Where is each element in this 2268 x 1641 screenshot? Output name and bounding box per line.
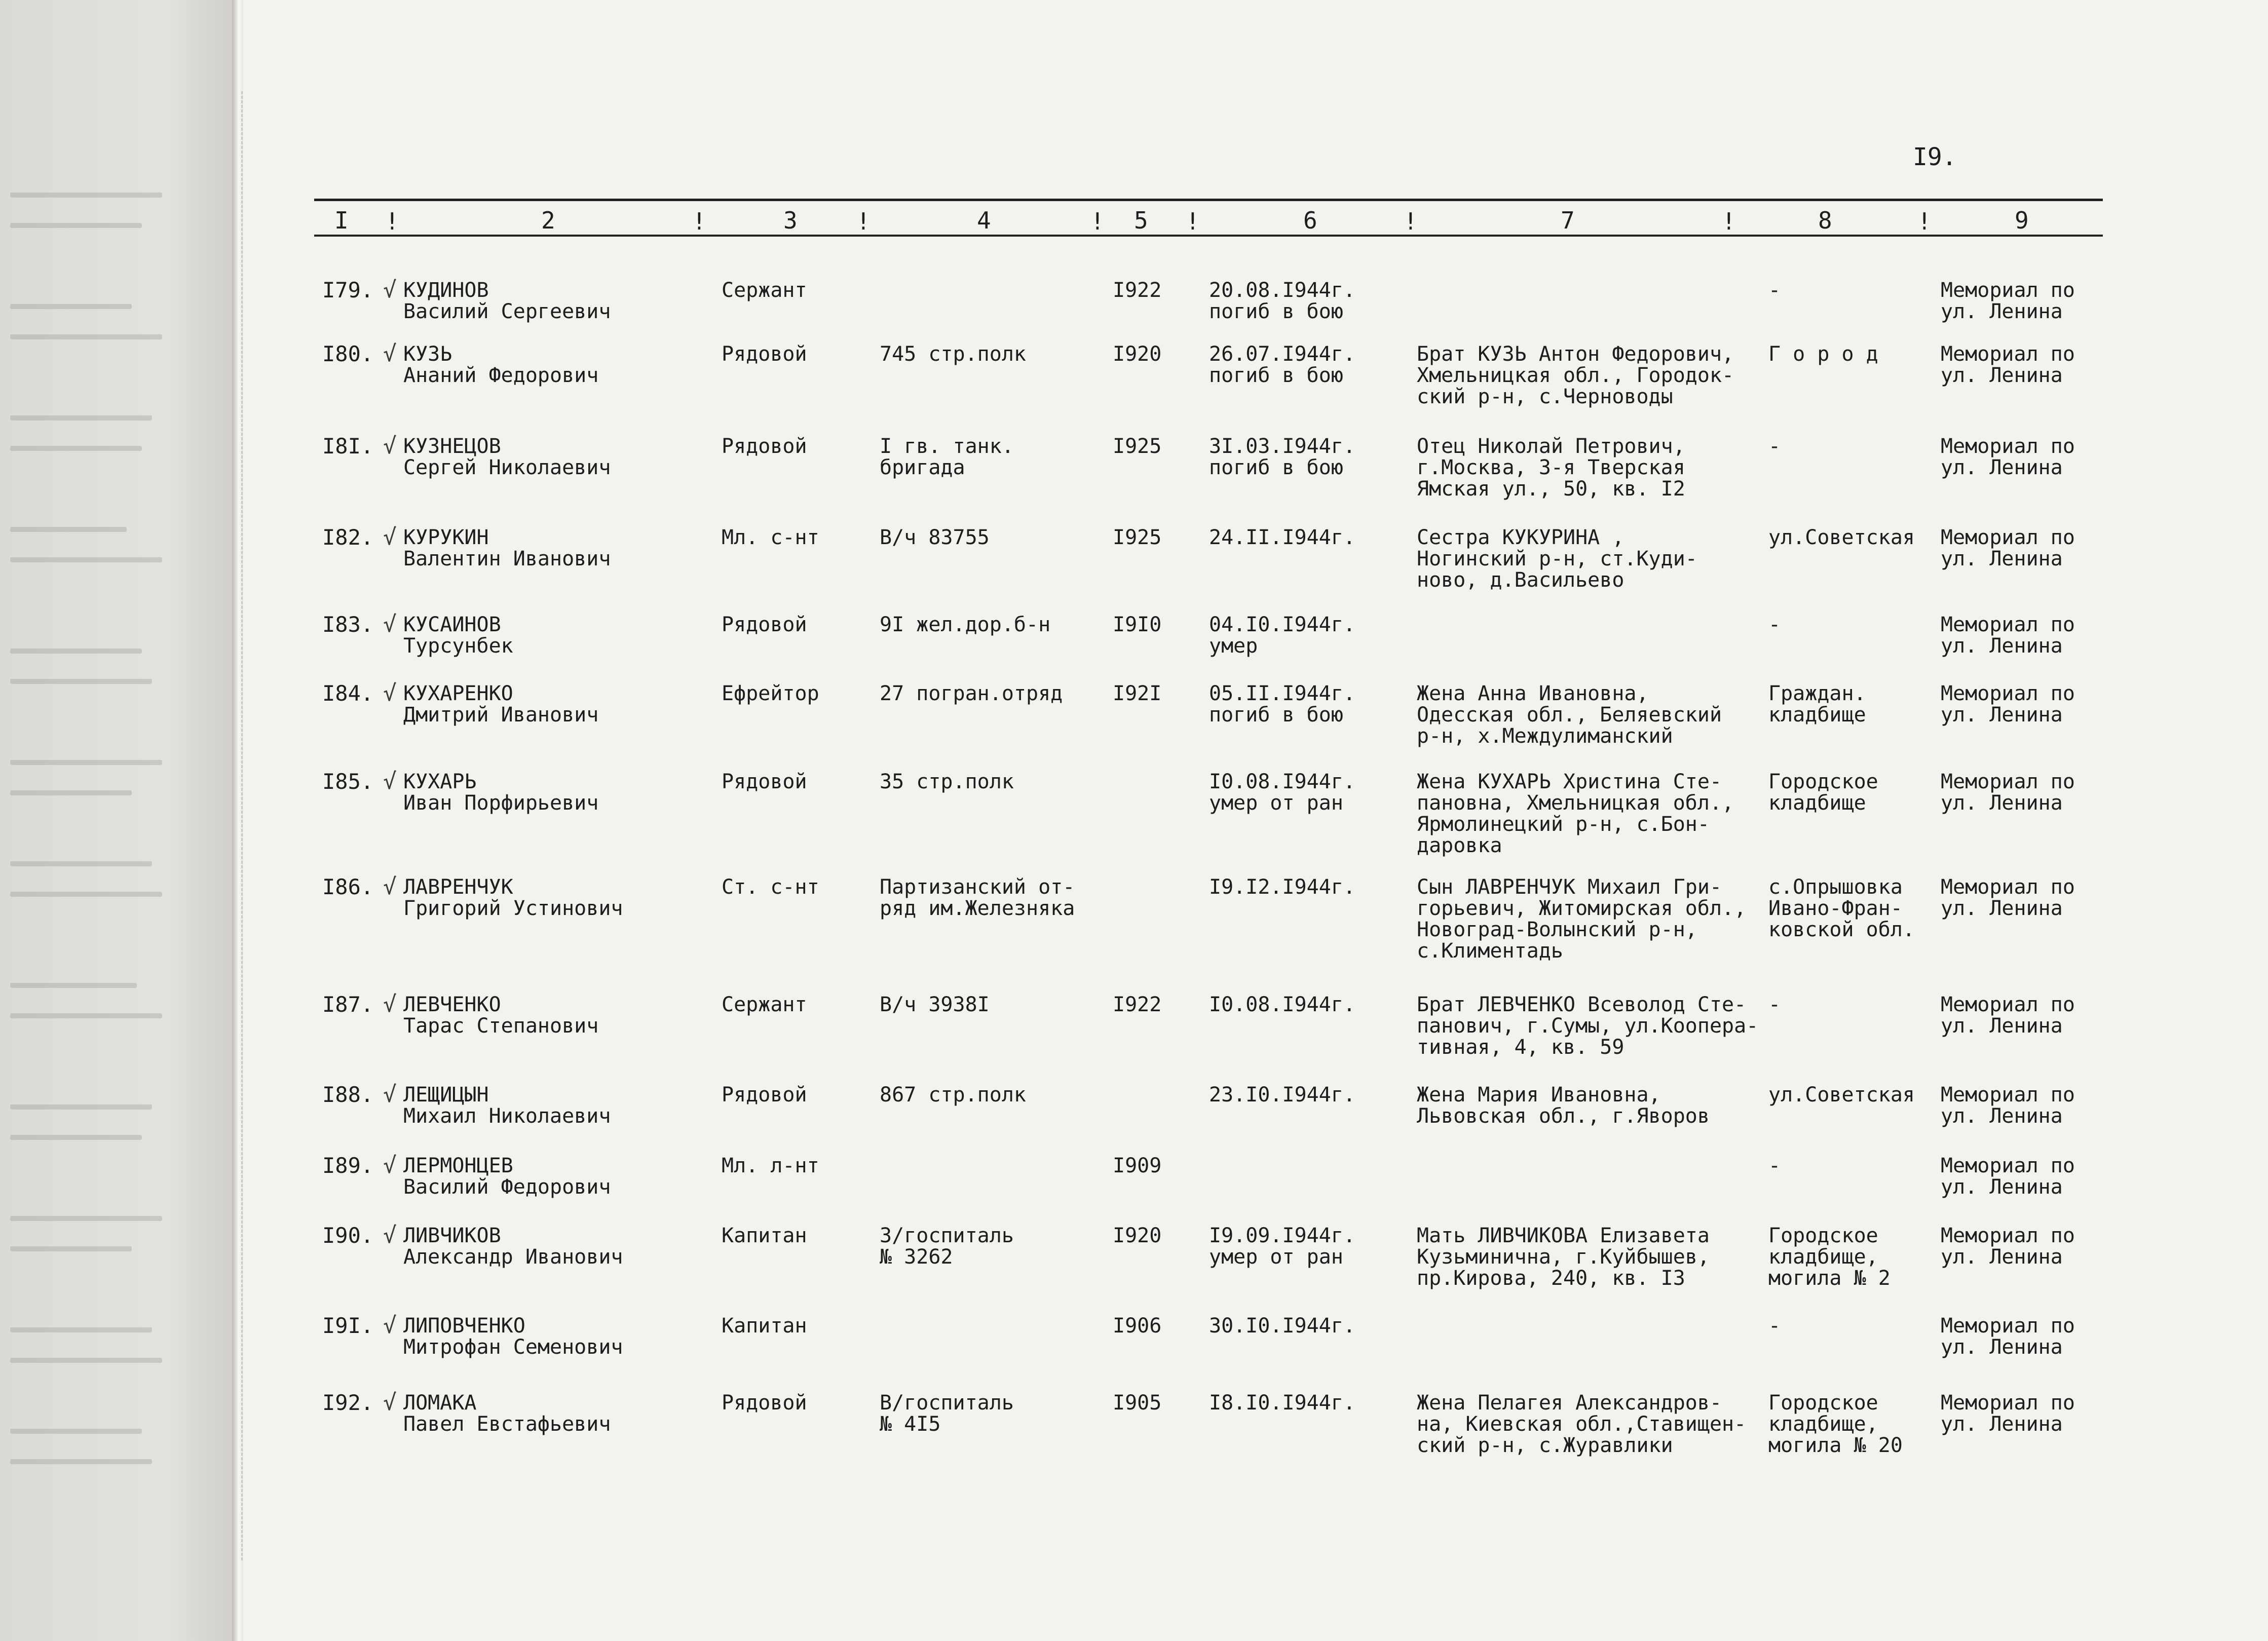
rank: Ефрейтор	[722, 682, 819, 705]
rank: Мл. л-нт	[722, 1154, 819, 1177]
rank: Рядовой	[722, 770, 807, 793]
military-unit: В/госпиталь № 4I5	[880, 1391, 1014, 1436]
row-number: I89.	[322, 1153, 374, 1178]
column-header: 9	[2015, 207, 2029, 234]
death-date: I0.08.I944г.	[1209, 993, 1355, 1016]
relatives: Сестра КУКУРИНА , Ногинский р-н, ст.Куди- ново, д.Васильево	[1417, 526, 1697, 592]
birth-year: I922	[1113, 993, 1162, 1016]
military-unit: 9I жел.дор.б-н	[880, 613, 1051, 636]
relatives: Брат КУЗЬ Антон Федорович, Хмельницкая обл., Городок- ский р-н, с.Черноводы	[1417, 342, 1734, 408]
original-burial: -	[1768, 1154, 1781, 1177]
birth-year: I925	[1113, 435, 1162, 458]
rank: Рядовой	[722, 1083, 807, 1106]
original-burial: ул.Советская	[1768, 1083, 1915, 1106]
column-header: 8	[1818, 207, 1832, 234]
memorial-location: Мемориал по ул. Ленина	[1941, 1314, 2075, 1359]
relatives: Жена Мария Ивановна, Львовская обл., г.Яворов	[1417, 1083, 1710, 1128]
rank: Сержант	[722, 279, 807, 302]
column-header: 6	[1303, 207, 1317, 234]
soldier-name: ЛЕРМОНЦЕВ Василий Федорович	[403, 1154, 611, 1199]
military-unit: В/ч 3938I	[880, 993, 990, 1016]
row-number: I88.	[322, 1082, 374, 1107]
soldier-name: КУЗНЕЦОВ Сергей Николаевич	[403, 435, 611, 479]
death-date: 04.I0.I944г. умер	[1209, 613, 1355, 658]
birth-year: I920	[1113, 1224, 1162, 1247]
original-burial: -	[1768, 435, 1781, 458]
memorial-location: Мемориал по ул. Ленина	[1941, 342, 2075, 387]
soldier-name: КУХАРЕНКО Дмитрий Иванович	[403, 682, 599, 727]
memorial-location: Мемориал по ул. Ленина	[1941, 613, 2075, 658]
memorial-location: Мемориал по ул. Ленина	[1941, 770, 2075, 815]
memorial-location: Мемориал по ул. Ленина	[1941, 526, 2075, 570]
row-number: I79.	[322, 278, 374, 302]
column-header: 2	[541, 207, 555, 234]
original-burial: -	[1768, 993, 1781, 1016]
check-mark: √	[383, 769, 397, 794]
death-date: 20.08.I944г. погиб в бою	[1209, 279, 1355, 323]
facing-page	[0, 0, 238, 1641]
memorial-location: Мемориал по ул. Ленина	[1941, 875, 2075, 920]
memorial-location: Мемориал по ул. Ленина	[1941, 1154, 2075, 1199]
rank: Рядовой	[722, 613, 807, 636]
column-header: 3	[783, 207, 798, 234]
check-mark: √	[383, 1223, 397, 1248]
column-separator: !	[385, 208, 399, 235]
check-mark: √	[383, 277, 397, 303]
column-separator: !	[1917, 208, 1932, 235]
check-mark: √	[383, 341, 397, 367]
check-mark: √	[383, 1390, 397, 1416]
column-header: 7	[1561, 207, 1575, 234]
rank: Мл. с-нт	[722, 526, 819, 549]
row-number: I87.	[322, 992, 374, 1017]
original-burial: Городское кладбище	[1768, 770, 1878, 815]
death-date: I9.I2.I944г.	[1209, 875, 1355, 899]
birth-year: I925	[1113, 526, 1162, 549]
row-number: I90.	[322, 1223, 374, 1248]
column-separator: !	[1722, 208, 1736, 235]
row-number: I84.	[322, 681, 374, 706]
check-mark: √	[383, 433, 397, 459]
death-date: 30.I0.I944г.	[1209, 1314, 1355, 1338]
original-burial: -	[1768, 613, 1781, 636]
soldier-name: ЛАВРЕНЧУК Григорий Устинович	[403, 875, 623, 920]
memorial-location: Мемориал по ул. Ленина	[1941, 435, 2075, 479]
original-burial: с.Опрышовка Ивано-Фран- ковской обл.	[1768, 875, 1915, 941]
rank: Капитан	[722, 1314, 807, 1338]
birth-year: I906	[1113, 1314, 1162, 1338]
table-top-rule	[314, 199, 2103, 201]
soldier-name: КУХАРЬ Иван Порфирьевич	[403, 770, 599, 815]
rank: Сержант	[722, 993, 807, 1016]
row-number: I9I.	[322, 1313, 374, 1338]
military-unit: 867 стр.полк	[880, 1083, 1026, 1106]
death-date: 24.II.I944г.	[1209, 526, 1355, 549]
relatives: Отец Николай Петрович, г.Москва, 3-я Тверская Ямская ул., 50, кв. I2	[1417, 435, 1685, 501]
relatives: Жена Анна Ивановна, Одесская обл., Беляевский р-н, х.Междулиманский	[1417, 682, 1722, 748]
memorial-location: Мемориал по ул. Ленина	[1941, 1224, 2075, 1269]
column-header: 5	[1134, 207, 1148, 234]
check-mark: √	[383, 612, 397, 637]
death-date: I8.I0.I944г.	[1209, 1391, 1355, 1415]
military-unit: Партизанский от- ряд им.Железняка	[880, 875, 1075, 920]
check-mark: √	[383, 991, 397, 1017]
rank: Рядовой	[722, 435, 807, 458]
military-unit: 27 погран.отряд	[880, 682, 1063, 705]
relatives: Сын ЛАВРЕНЧУК Михаил Гри- горьевич, Житомирская обл., Новоград-Волынский р-н, с.Климентадь	[1417, 875, 1747, 963]
rank: Рядовой	[722, 342, 807, 366]
memorial-location: Мемориал по ул. Ленина	[1941, 1083, 2075, 1128]
check-mark: √	[383, 874, 397, 900]
check-mark: √	[383, 680, 397, 706]
row-number: I92.	[322, 1390, 374, 1415]
table-header-rule	[314, 235, 2103, 237]
soldier-name: КУСАИНОВ Турсунбек	[403, 613, 513, 658]
military-unit: З/госпиталь № 3262	[880, 1224, 1014, 1269]
birth-year: I905	[1113, 1391, 1162, 1415]
row-number: I8I.	[322, 434, 374, 459]
row-number: I86.	[322, 874, 374, 899]
column-separator: !	[856, 208, 871, 235]
birth-year: I922	[1113, 279, 1162, 302]
death-date: I9.09.I944г. умер от ран	[1209, 1224, 1355, 1269]
relatives: Мать ЛИВЧИКОВА Елизавета Кузьминична, г.Куйбышев, пр.Кирова, 240, кв. I3	[1417, 1224, 1710, 1290]
row-number: I83.	[322, 612, 374, 637]
check-mark: √	[383, 1153, 397, 1178]
soldier-name: КУДИНОВ Василий Сергеевич	[403, 279, 611, 323]
relatives: Жена КУХАРЬ Христина Сте- пановна, Хмельницкая обл., Ярмолинецкий р-н, с.Бон- даровка	[1417, 770, 1734, 857]
birth-year: I92I	[1113, 682, 1162, 705]
soldier-name: ЛЕВЧЕНКО Тарас Степанович	[403, 993, 599, 1038]
check-mark: √	[383, 1313, 397, 1339]
check-mark: √	[383, 1082, 397, 1108]
row-number: I82.	[322, 525, 374, 550]
row-number: I85.	[322, 769, 374, 794]
column-separator: !	[692, 208, 706, 235]
rank: Рядовой	[722, 1391, 807, 1415]
military-unit: 35 стр.полк	[880, 770, 1014, 793]
death-date: I0.08.I944г. умер от ран	[1209, 770, 1355, 815]
row-number: I80.	[322, 341, 374, 366]
column-header: 4	[977, 207, 991, 234]
birth-year: I9I0	[1113, 613, 1162, 636]
military-unit: В/ч 83755	[880, 526, 990, 549]
birth-year: I920	[1113, 342, 1162, 366]
birth-year: I909	[1113, 1154, 1162, 1177]
column-separator: !	[1186, 208, 1200, 235]
death-date: 26.07.I944г. погиб в бою	[1209, 342, 1355, 387]
rank: Ст. с-нт	[722, 875, 819, 899]
military-unit: 745 стр.полк	[880, 342, 1026, 366]
column-separator: !	[1404, 208, 1418, 235]
memorial-location: Мемориал по ул. Ленина	[1941, 279, 2075, 323]
memorial-location: Мемориал по ул. Ленина	[1941, 993, 2075, 1038]
memorial-location: Мемориал по ул. Ленина	[1941, 682, 2075, 727]
relatives: Жена Пелагея Александров- на, Киевская обл.,Ставищен- ский р-н, с.Журавлики	[1417, 1391, 1747, 1457]
original-burial: ул.Советская	[1768, 526, 1915, 549]
death-date: 3I.03.I944г. погиб в бою	[1209, 435, 1355, 479]
original-burial: Городское кладбище, могила № 2	[1768, 1224, 1891, 1290]
original-burial: -	[1768, 1314, 1781, 1338]
soldier-name: КУЗЬ Ананий Федорович	[403, 342, 599, 387]
death-date: 05.II.I944г. погиб в бою	[1209, 682, 1355, 727]
soldier-name: ЛИВЧИКОВ Александр Иванович	[403, 1224, 623, 1269]
military-unit: I гв. танк. бригада	[880, 435, 1014, 479]
relatives: Брат ЛЕВЧЕНКО Всеволод Сте- панович, г.Сумы, ул.Коопера- тивная, 4, кв. 59	[1417, 993, 1759, 1059]
soldier-name: ЛИПОВЧЕНКО Митрофан Семенович	[403, 1314, 623, 1359]
soldier-name: ЛЕЩИЦЫН Михаил Николаевич	[403, 1083, 611, 1128]
check-mark: √	[383, 524, 397, 550]
original-burial: Городское кладбище, могила № 20	[1768, 1391, 1903, 1457]
column-separator: !	[1090, 208, 1105, 235]
facing-page-bleed	[0, 0, 238, 1641]
death-date: 23.I0.I944г.	[1209, 1083, 1355, 1106]
rank: Капитан	[722, 1224, 807, 1247]
original-burial: Граждан. кладбище	[1768, 682, 1866, 727]
original-burial: Г о р о д	[1768, 342, 1878, 366]
memorial-location: Мемориал по ул. Ленина	[1941, 1391, 2075, 1436]
original-burial: -	[1768, 279, 1781, 302]
column-header: I	[334, 207, 349, 234]
page-number: I9.	[1913, 143, 1957, 171]
soldier-name: КУРУКИН Валентин Иванович	[403, 526, 611, 570]
soldier-name: ЛОМАКА Павел Евстафьевич	[403, 1391, 611, 1436]
